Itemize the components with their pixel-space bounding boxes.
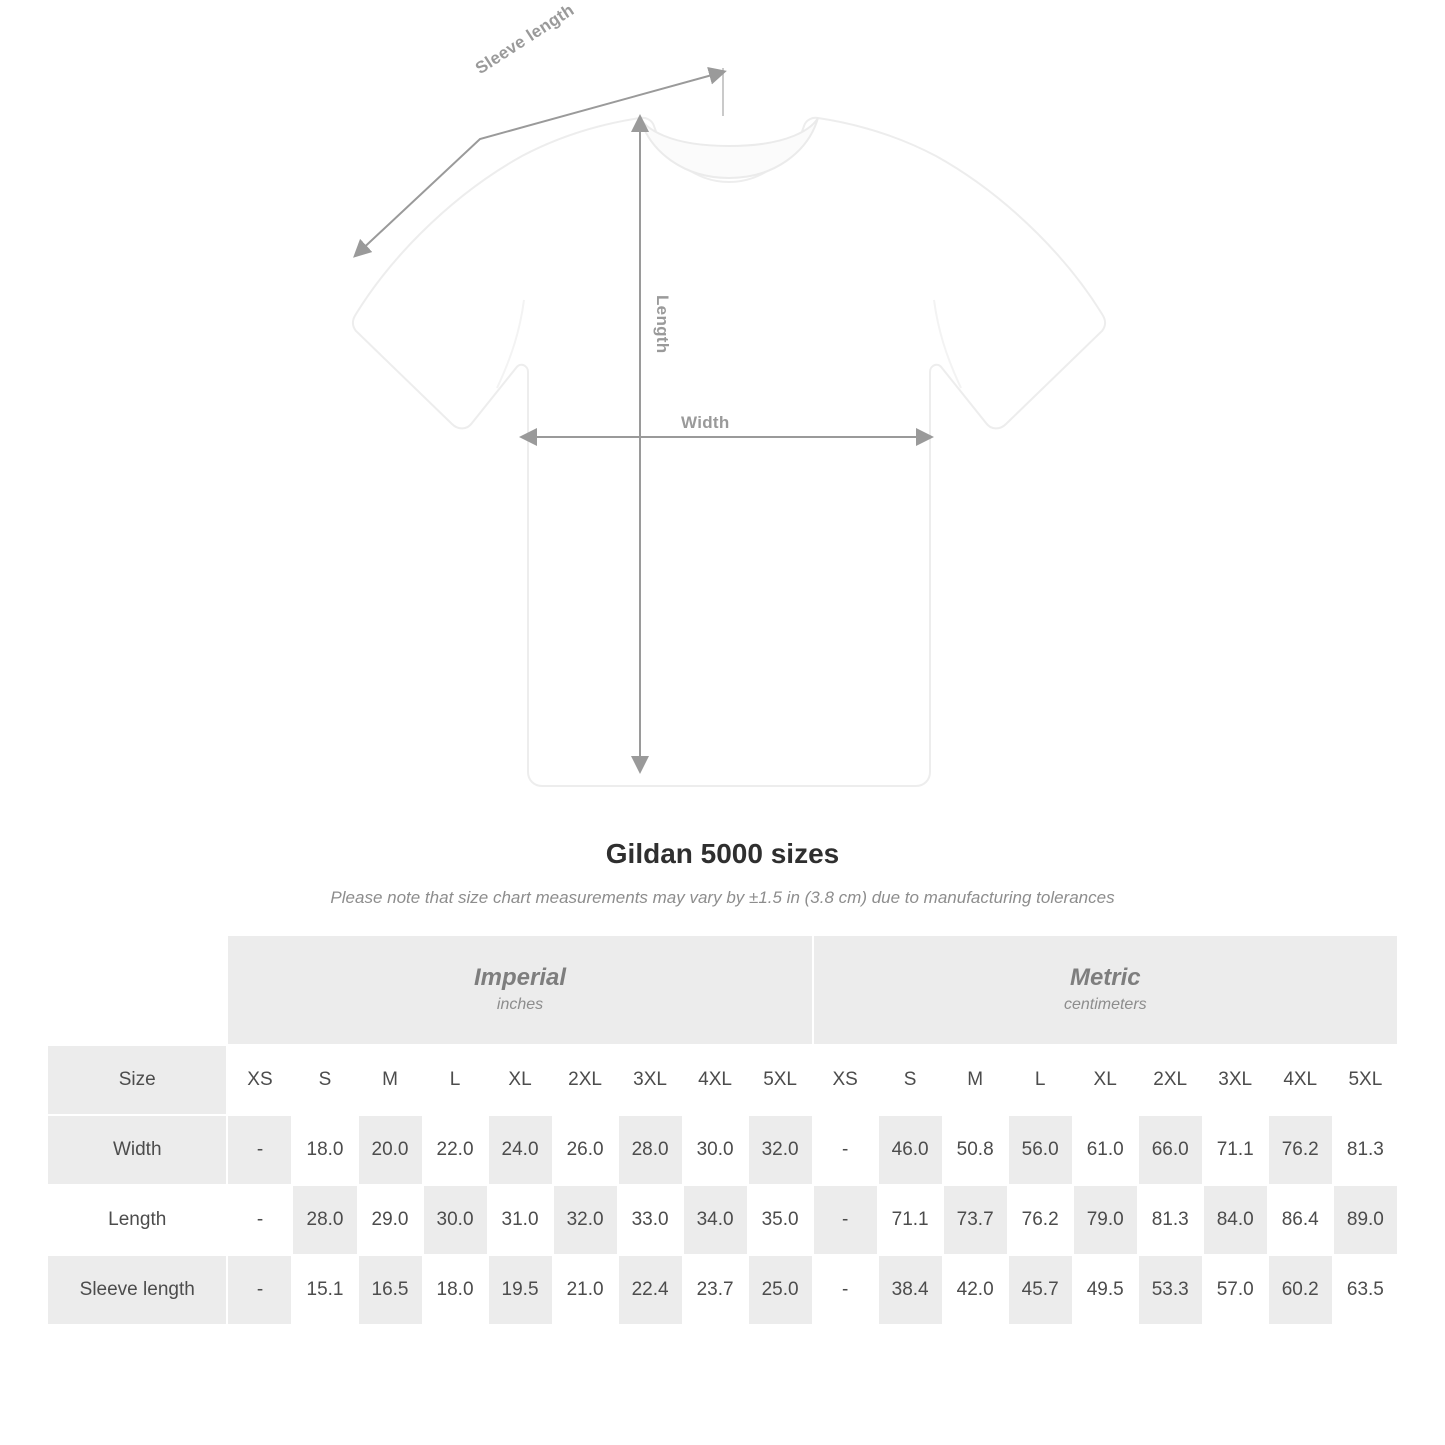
cell-length-imperial-m: 29.0 [359,1186,422,1254]
cell-sleeve-imperial-xs: - [228,1256,291,1324]
cell-width-metric-3xl: 71.1 [1204,1116,1267,1184]
size-header-imperial-xl: XL [489,1046,552,1114]
cell-sleeve-metric-2xl: 53.3 [1139,1256,1202,1324]
size-header-imperial-2xl: 2XL [554,1046,617,1114]
table-row-units [48,936,1397,1044]
cell-length-metric-l: 76.2 [1009,1186,1072,1254]
size-header-imperial-l: L [424,1046,487,1114]
cell-width-imperial-5xl: 32.0 [749,1116,812,1184]
size-header-metric-5xl: 5XL [1334,1046,1397,1114]
size-header-imperial-m: M [359,1046,422,1114]
row-label-sleeve-length: Sleeve length [48,1256,226,1324]
cell-width-metric-s: 46.0 [879,1116,942,1184]
length-label: Length [653,295,672,354]
size-header-imperial-5xl: 5XL [749,1046,812,1114]
cell-sleeve-imperial-2xl: 21.0 [554,1256,617,1324]
chart-heading [0,838,1445,908]
cell-width-imperial-4xl: 30.0 [684,1116,747,1184]
cell-length-imperial-l: 30.0 [424,1186,487,1254]
size-table [46,934,1399,1326]
cell-width-imperial-2xl: 26.0 [554,1116,617,1184]
cell-sleeve-metric-3xl: 57.0 [1204,1256,1267,1324]
sleeve-length-label: Sleeve length [472,0,578,78]
cell-sleeve-metric-m: 42.0 [944,1256,1007,1324]
cell-sleeve-imperial-xl: 19.5 [489,1256,552,1324]
cell-width-metric-xl: 61.0 [1074,1116,1137,1184]
cell-length-metric-3xl: 84.0 [1204,1186,1267,1254]
size-header-cell: Size [48,1046,226,1114]
size-header-imperial-4xl: 4XL [684,1046,747,1114]
cell-length-imperial-3xl: 33.0 [619,1186,682,1254]
size-header-metric-m: M [944,1046,1007,1114]
cell-length-metric-xs: - [814,1186,877,1254]
cell-width-metric-xs: - [814,1116,877,1184]
cell-width-imperial-xs: - [228,1116,291,1184]
cell-width-metric-5xl: 81.3 [1334,1116,1397,1184]
unit-group-imperial [228,936,811,1044]
cell-length-metric-xl: 79.0 [1074,1186,1137,1254]
cell-sleeve-metric-4xl: 60.2 [1269,1256,1332,1324]
size-header-metric-l: L [1009,1046,1072,1114]
table-row [48,1186,1397,1254]
cell-sleeve-metric-l: 45.7 [1009,1256,1072,1324]
cell-sleeve-imperial-l: 18.0 [424,1256,487,1324]
size-header-metric-4xl: 4XL [1269,1046,1332,1114]
cell-sleeve-imperial-m: 16.5 [359,1256,422,1324]
cell-width-imperial-l: 22.0 [424,1116,487,1184]
cell-length-metric-s: 71.1 [879,1186,942,1254]
unit-group-metric-name: Metric [1069,964,1141,991]
unit-group-metric-unit: centimeters [1063,996,1147,1013]
cell-length-imperial-4xl: 34.0 [684,1186,747,1254]
unit-row-corner [48,936,226,1044]
cell-sleeve-imperial-5xl: 25.0 [749,1256,812,1324]
tolerance-note: Please note that size chart measurements may vary by ±1.5 in (3.8 cm) due to manufacturing tolerances [330,888,1115,907]
cell-width-imperial-3xl: 28.0 [619,1116,682,1184]
cell-width-metric-4xl: 76.2 [1269,1116,1332,1184]
cell-sleeve-metric-xs: - [814,1256,877,1324]
cell-length-metric-2xl: 81.3 [1139,1186,1202,1254]
cell-sleeve-imperial-s: 15.1 [293,1256,356,1324]
cell-sleeve-imperial-3xl: 22.4 [619,1256,682,1324]
size-header-imperial-s: S [293,1046,356,1114]
size-header-imperial-3xl: 3XL [619,1046,682,1114]
size-header-metric-3xl: 3XL [1204,1046,1267,1114]
cell-length-imperial-5xl: 35.0 [749,1186,812,1254]
cell-width-imperial-m: 20.0 [359,1116,422,1184]
cell-length-imperial-2xl: 32.0 [554,1186,617,1254]
size-header-metric-s: S [879,1046,942,1114]
cell-length-imperial-xl: 31.0 [489,1186,552,1254]
table-row [48,1256,1397,1324]
cell-width-imperial-xl: 24.0 [489,1116,552,1184]
cell-width-imperial-s: 18.0 [293,1116,356,1184]
size-header-imperial-xs: XS [228,1046,291,1114]
tshirt-shape [353,118,1105,786]
cell-width-metric-m: 50.8 [944,1116,1007,1184]
unit-group-imperial-unit: inches [496,996,544,1013]
cell-width-metric-l: 56.0 [1009,1116,1072,1184]
cell-sleeve-metric-s: 38.4 [879,1256,942,1324]
cell-length-metric-4xl: 86.4 [1269,1186,1332,1254]
cell-sleeve-metric-5xl: 63.5 [1334,1256,1397,1324]
table-row-size-header [48,1046,1397,1114]
unit-group-metric [814,936,1397,1044]
size-header-metric-xs: XS [814,1046,877,1114]
table-row [48,1116,1397,1184]
page-title: Gildan 5000 sizes [605,838,840,869]
row-label-length: Length [48,1186,226,1254]
cell-sleeve-metric-xl: 49.5 [1074,1256,1137,1324]
cell-width-metric-2xl: 66.0 [1139,1116,1202,1184]
size-header-metric-2xl: 2XL [1139,1046,1202,1114]
cell-length-metric-m: 73.7 [944,1186,1007,1254]
cell-length-metric-5xl: 89.0 [1334,1186,1397,1254]
cell-length-imperial-xs: - [228,1186,291,1254]
size-header-metric-xl: XL [1074,1046,1137,1114]
cell-length-imperial-s: 28.0 [293,1186,356,1254]
width-label: Width [681,413,730,432]
row-label-width: Width [48,1116,226,1184]
unit-group-imperial-name: Imperial [474,964,567,991]
cell-sleeve-imperial-4xl: 23.7 [684,1256,747,1324]
size-table-wrap [46,934,1399,1326]
